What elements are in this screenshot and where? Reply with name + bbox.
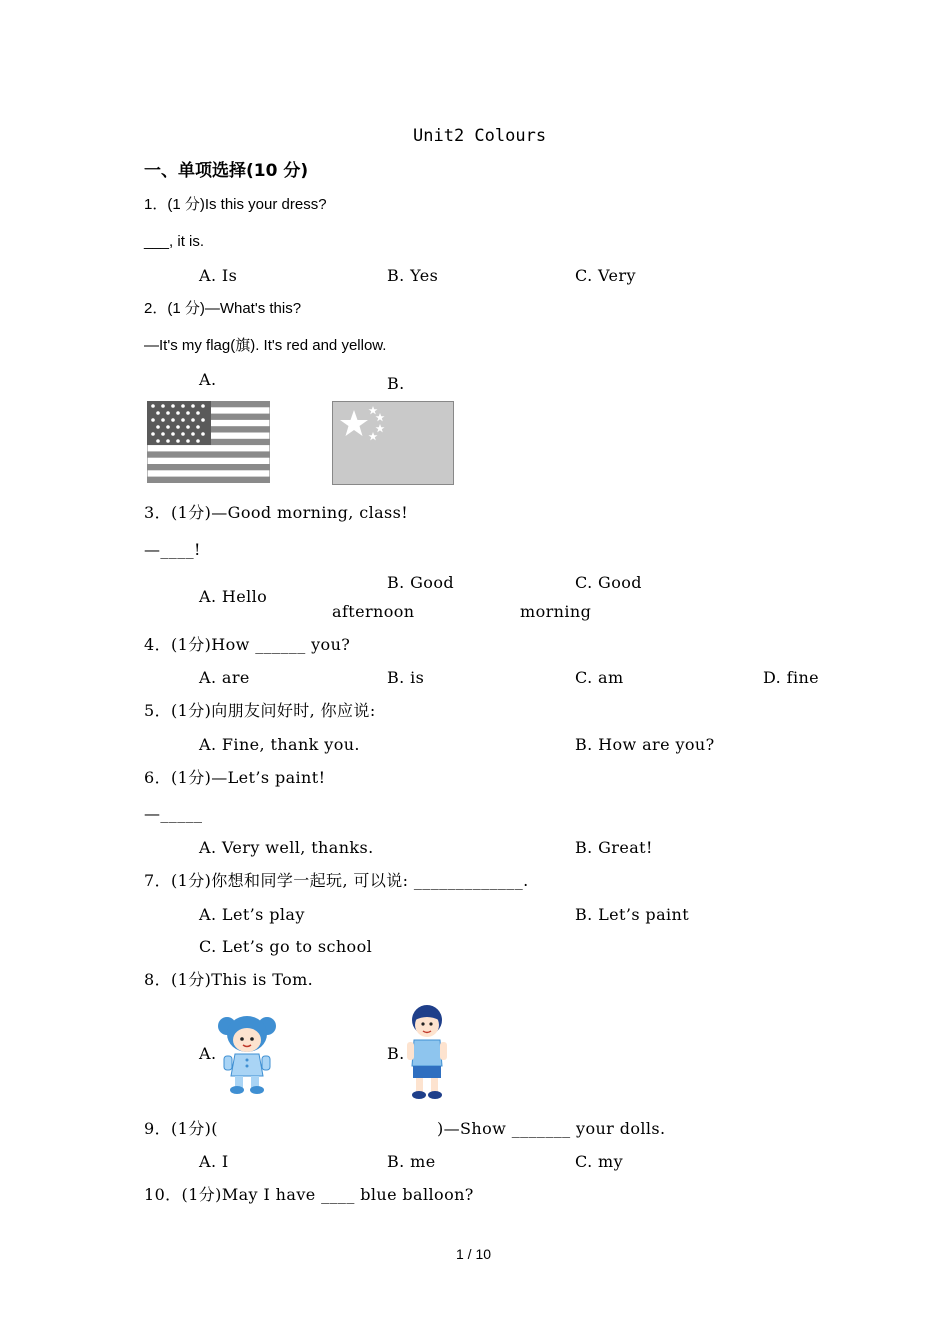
question-7-option-a[interactable]: A. Let’s play [199,905,305,924]
question-1-option-c[interactable]: C. Very [575,266,636,285]
question-4-stem: 4．(1分)How ______ you? [144,635,351,654]
china-flag-icon [332,401,454,485]
question-3-option-b-line1[interactable]: B. Good [387,573,455,592]
question-9-stem-right: )—Show _______ your dolls. [437,1119,666,1138]
question-9-option-a[interactable]: A. I [199,1152,229,1171]
question-8-option-a[interactable]: A. [199,1044,217,1063]
question-8-stem: 8．(1分)This is Tom. [144,970,314,989]
question-5-stem: 5．(1分)向朋友问好时, 你应说: [144,701,376,720]
question-1-answer-line: ___, it is. [144,233,205,250]
question-9-option-b[interactable]: B. me [387,1152,436,1171]
question-3-option-c-line2[interactable]: morning [520,602,592,621]
question-10-stem: 10．(1分)May I have ____ blue balloon? [144,1185,474,1204]
question-7-option-c[interactable]: C. Let’s go to school [199,937,373,956]
question-3-stem: 3．(1分)—Good morning, class! [144,503,409,522]
girl-illustration-icon [215,1010,281,1096]
question-2-option-a[interactable]: A. [199,370,217,389]
usa-flag-icon [147,401,270,483]
question-7-stem: 7．(1分)你想和同学一起玩, 可以说: _____________. [144,871,529,890]
document-title: Unit2 Colours [413,126,547,146]
question-4-option-c[interactable]: C. am [575,668,624,687]
question-6-option-b[interactable]: B. Great! [575,838,653,857]
question-1-option-b[interactable]: B. Yes [387,266,439,285]
question-2-stem: 2．(1 分)—What's this? [144,300,302,317]
question-1-stem: 1．(1 分)Is this your dress? [144,196,327,213]
question-4-option-d[interactable]: D. fine [763,668,820,687]
boy-illustration-icon [404,1002,450,1102]
question-5-option-a[interactable]: A. Fine, thank you. [199,735,360,754]
question-3-answer-line: —____! [144,540,201,559]
question-6-option-a[interactable]: A. Very well, thanks. [199,838,374,857]
question-3-option-b-line2[interactable]: afternoon [332,602,415,621]
question-3-option-c-line1[interactable]: C. Good [575,573,642,592]
question-6-stem: 6．(1分)—Let’s paint! [144,768,326,787]
question-6-answer-line: —_____ [144,804,203,823]
question-5-option-b[interactable]: B. How are you? [575,735,715,754]
question-8-option-b[interactable]: B. [387,1044,405,1063]
page-indicator: 1 / 10 [456,1246,492,1262]
question-7-option-b[interactable]: B. Let’s paint [575,905,690,924]
question-2-answer-line: —It's my flag(旗). It's red and yellow. [144,337,387,354]
question-1-option-a[interactable]: A. Is [199,266,238,285]
section-heading: 一、单项选择(10 分) [144,161,309,181]
question-2-option-b[interactable]: B. [387,374,405,393]
question-9-stem-left: 9．(1分)( [144,1119,218,1138]
question-4-option-a[interactable]: A. are [199,668,250,687]
question-3-option-a[interactable]: A. Hello [199,587,268,606]
question-4-option-b[interactable]: B. is [387,668,425,687]
question-9-option-c[interactable]: C. my [575,1152,624,1171]
